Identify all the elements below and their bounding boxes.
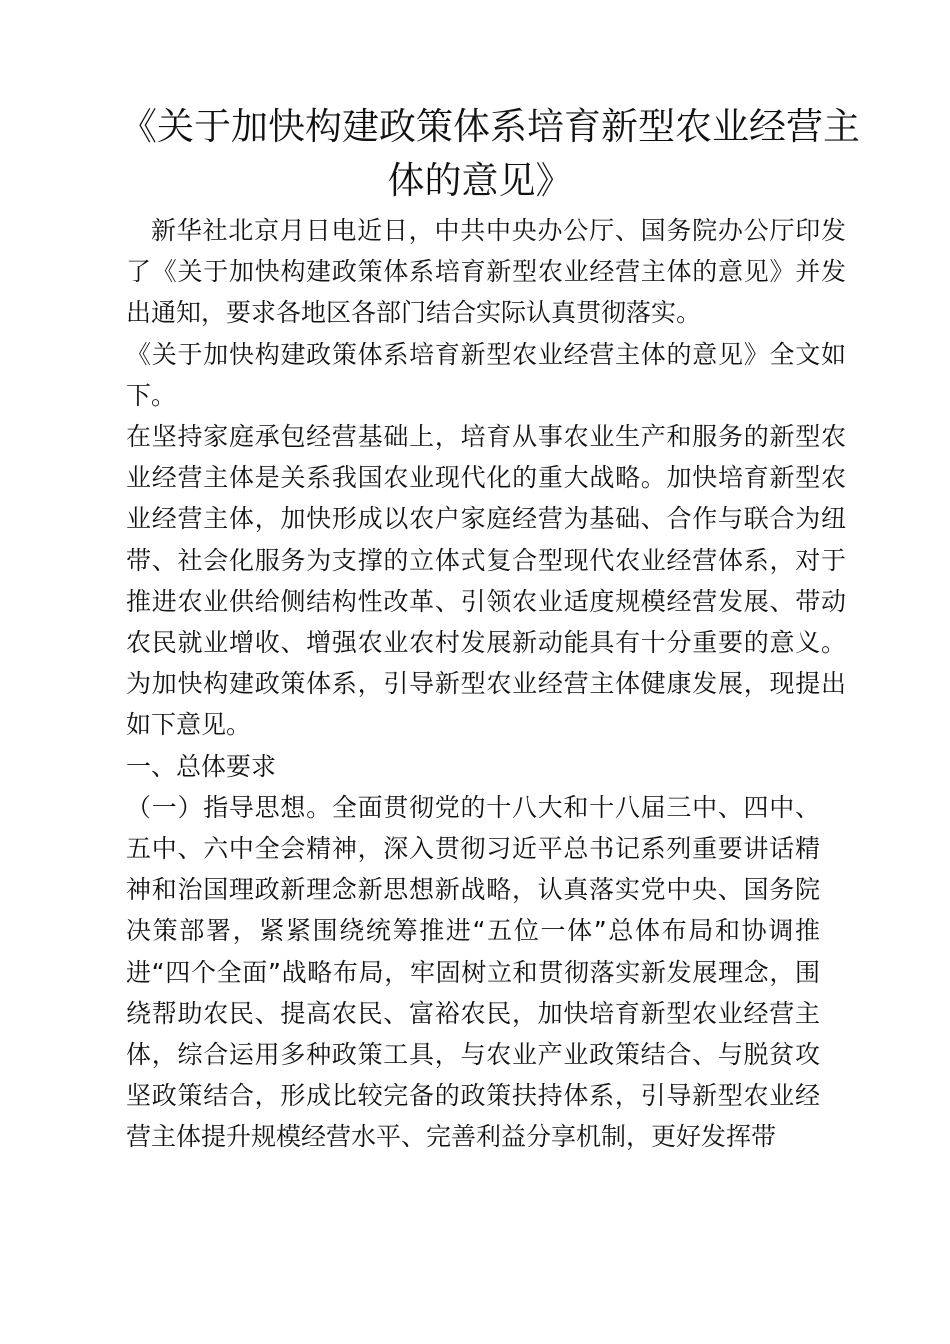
preamble-paragraph: 在坚持家庭承包经营基础上，培育从事农业生产和服务的新型农业经营主体是关系我国农业现代化的重大战略。加快培育新型农业经营主体，加快形成以农户家庭经营为基础、合作与联合为纽带、社会化服务为支撑的立体式复合型现代农业经营体系，对于推进农业供给侧结构性改革、引领农业适度规模经营发展、带动农民就业增收、增强农业农村发展新动能具有十分重要的意义。为加快构建政策体系，引导新型农业经营主体健康发展，现提出如下意见。	[126, 422, 846, 740]
intro-paragraph: 新华社北京月日电近日，中共中央办公厅、国务院办公厅印发了《关于加快构建政策体系培育新型农业经营主体的意见》并发出通知，要求各地区各部门结合实际认真贯彻落实。	[126, 216, 846, 328]
guiding-thought-paragraph: （一）指导思想。全面贯彻党的十八大和十八届三中、四中、五中、六中全会精神，深入贯彻习近平总书记系列重要讲话精神和治国理政新理念新思想新战略，认真落实党中央、国务院决策部署，紧紧围绕统筹推进“五位一体”总体布局和协调推进“四个全面”战略布局，牢固树立和贯彻落实新发展理念，围绕帮助农民、提高农民、富裕农民，加快培育新型农业经营主体，综合运用多种政策工具，与农业产业政策结合、与脱贫攻坚政策结合，形成比较完备的政策扶持体系，引导新型农业经营主体提升规模经营水平、完善利益分享机制，更好发挥带	[126, 792, 820, 1152]
fulltext-note-paragraph: 《关于加快构建政策体系培育新型农业经营主体的意见》全文如下。	[126, 339, 846, 410]
title-line-2: 体的意见》	[387, 159, 573, 202]
document-body	[126, 210, 846, 1158]
title-line-1: 《关于加快构建政策体系培育新型农业经营主	[120, 105, 860, 148]
document-title	[120, 100, 860, 208]
section-heading: 一、总体要求	[126, 751, 277, 781]
